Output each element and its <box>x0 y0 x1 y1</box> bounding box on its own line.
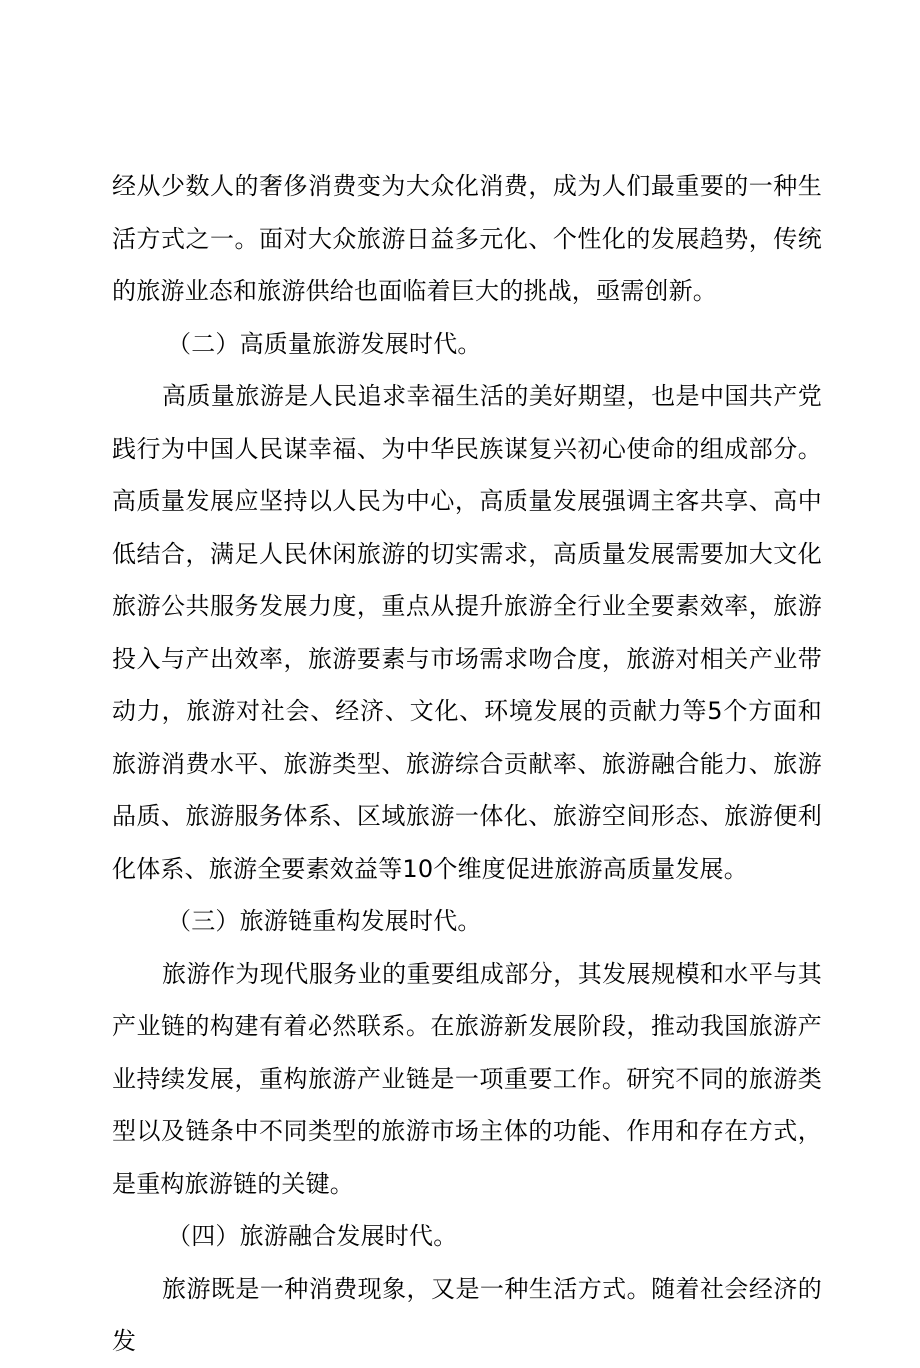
section-heading-3: （三）旅游链重构发展时代。 <box>167 907 482 935</box>
document-body <box>112 160 822 1368</box>
paragraph-high-quality-tourism: 高质量旅游是人民追求幸福生活的美好期望，也是中国共产党践行为中国人民谋幸福、为中华民族谋复兴初心使命的组成部分。高质量发展应坚持以人民为中心，高质量发展强调主客共享、高中低结合，满足人民休闲旅游的切实需求，高质量发展需要加大文化旅游公共服务发展力度，重点从提升旅游全行业全要素效率，旅游投入与产出效率，旅游要素与市场需求吻合度，旅游对相关产业带动力，旅游对社会、经济、文化、环境发展的贡献力等5个方面和旅游消费水平、旅游类型、旅游综合贡献率、旅游融合能力、旅游品质、旅游服务体系、区域旅游一体化、旅游空间形态、旅游便利化体系、旅游全要素效益等10个维度促进旅游高质量发展。 <box>112 382 822 883</box>
section-heading-2: （二）高质量旅游发展时代。 <box>167 329 482 358</box>
paragraph-continued: 经从少数人的奢侈消费变为大众化消费，成为人们最重要的一种生活方式之一。面对大众旅游日益多元化、个性化的发展趋势，传统的旅游业态和旅游供给也面临着巨大的挑战，亟需创新。 <box>112 172 822 305</box>
paragraph-tourism-chain: 旅游作为现代服务业的重要组成部分，其发展规模和水平与其产业链的构建有着必然联系。在旅游新发展阶段，推动我国旅游产业持续发展，重构旅游产业链是一项重要工作。研究不同的旅游类型以及链条中不同类型的旅游市场主体的功能、作用和存在方式，是重构旅游链的关键。 <box>112 959 822 1198</box>
section-heading-4: （四）旅游融合发展时代。 <box>167 1222 458 1250</box>
paragraph-tourism-integration: 旅游既是一种消费现象，又是一种生活方式。随着社会经济的发 <box>112 1274 822 1355</box>
